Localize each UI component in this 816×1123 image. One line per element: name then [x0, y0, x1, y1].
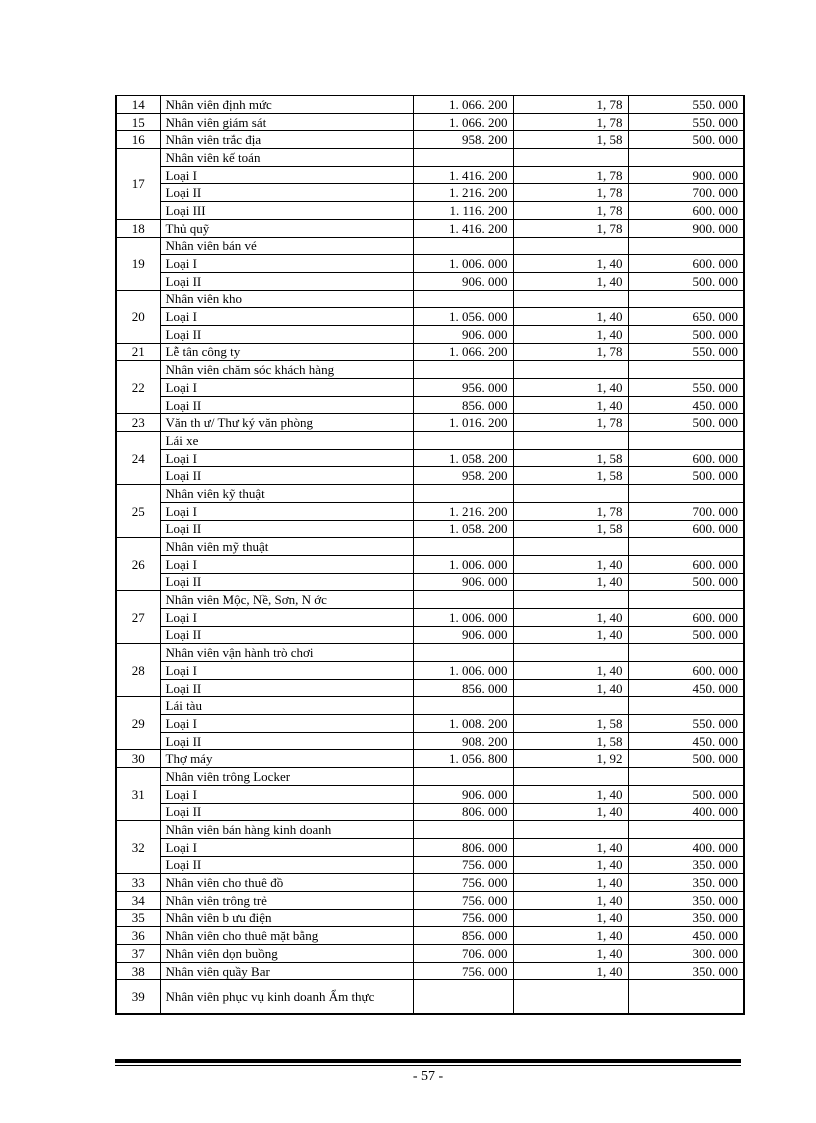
position-name-cell: Nhân viên vận hành trò chơi: [160, 644, 413, 662]
position-name-cell: Lái tàu: [160, 697, 413, 715]
coefficient-cell: 1, 78: [513, 502, 628, 520]
table-row: [116, 927, 744, 945]
table-row: [116, 980, 744, 1015]
table-row: [116, 945, 744, 963]
base-salary-cell: 1. 058. 200: [413, 449, 513, 467]
position-name-cell: Nhân viên bán vé: [160, 237, 413, 255]
table-row: [116, 768, 744, 786]
table-row: [116, 131, 744, 149]
coefficient-cell: 1, 40: [513, 272, 628, 290]
table-row: [116, 449, 744, 467]
row-number-cell: 39: [116, 980, 160, 1015]
allowance-cell: 500. 000: [628, 750, 744, 768]
row-number-cell: 18: [116, 219, 160, 237]
allowance-cell: 350. 000: [628, 856, 744, 874]
coefficient-cell: [513, 361, 628, 379]
base-salary-cell: 756. 000: [413, 962, 513, 980]
coefficient-cell: [513, 768, 628, 786]
coefficient-cell: 1, 40: [513, 927, 628, 945]
position-name-cell: Nhân viên định mức: [160, 96, 413, 114]
base-salary-cell: [413, 591, 513, 609]
position-name-cell: Loại I: [160, 166, 413, 184]
table-row: [116, 555, 744, 573]
coefficient-cell: [513, 149, 628, 167]
coefficient-cell: [513, 237, 628, 255]
position-name-cell: Nhân viên trông Locker: [160, 768, 413, 786]
row-number-cell: 16: [116, 131, 160, 149]
base-salary-cell: [413, 485, 513, 503]
allowance-cell: [628, 644, 744, 662]
coefficient-cell: 1, 58: [513, 449, 628, 467]
table-row: [116, 803, 744, 821]
table-row: [116, 608, 744, 626]
coefficient-cell: 1, 40: [513, 608, 628, 626]
base-salary-cell: 1. 066. 200: [413, 343, 513, 361]
allowance-cell: [628, 485, 744, 503]
position-name-cell: Loại I: [160, 662, 413, 680]
base-salary-cell: 1. 056. 000: [413, 308, 513, 326]
allowance-cell: 500. 000: [628, 325, 744, 343]
base-salary-cell: 1. 066. 200: [413, 113, 513, 131]
allowance-cell: 550. 000: [628, 343, 744, 361]
base-salary-cell: [413, 149, 513, 167]
table-row: [116, 591, 744, 609]
table-row: [116, 432, 744, 450]
base-salary-cell: 1. 416. 200: [413, 166, 513, 184]
allowance-cell: 500. 000: [628, 467, 744, 485]
coefficient-cell: 1, 40: [513, 838, 628, 856]
position-name-cell: Nhân viên cho thuê đồ: [160, 874, 413, 892]
coefficient-cell: 1, 58: [513, 520, 628, 538]
table-row: [116, 909, 744, 927]
base-salary-cell: 906. 000: [413, 573, 513, 591]
allowance-cell: [628, 821, 744, 839]
table-row: [116, 361, 744, 379]
table-row: [116, 502, 744, 520]
allowance-cell: [628, 980, 744, 1015]
position-name-cell: Loại II: [160, 184, 413, 202]
coefficient-cell: 1, 40: [513, 308, 628, 326]
table-row: [116, 679, 744, 697]
base-salary-cell: 906. 000: [413, 272, 513, 290]
allowance-cell: 500. 000: [628, 414, 744, 432]
table-row: [116, 219, 744, 237]
row-number-cell: 29: [116, 697, 160, 750]
base-salary-cell: 906. 000: [413, 325, 513, 343]
row-number-cell: 14: [116, 96, 160, 114]
base-salary-cell: [413, 768, 513, 786]
base-salary-cell: 1. 116. 200: [413, 202, 513, 220]
page-number: - 57 -: [412, 1069, 444, 1084]
coefficient-cell: 1, 78: [513, 219, 628, 237]
table-row: [116, 626, 744, 644]
allowance-cell: 450. 000: [628, 927, 744, 945]
allowance-cell: 500. 000: [628, 626, 744, 644]
position-name-cell: Loại II: [160, 272, 413, 290]
table-row: [116, 715, 744, 733]
table-row: [116, 538, 744, 556]
coefficient-cell: 1, 78: [513, 202, 628, 220]
allowance-cell: 900. 000: [628, 166, 744, 184]
position-name-cell: Loại I: [160, 608, 413, 626]
row-number-cell: 33: [116, 874, 160, 892]
allowance-cell: [628, 149, 744, 167]
coefficient-cell: 1, 78: [513, 113, 628, 131]
base-salary-cell: 856. 000: [413, 679, 513, 697]
base-salary-cell: 1. 066. 200: [413, 96, 513, 114]
table-row: [116, 184, 744, 202]
row-number-cell: 20: [116, 290, 160, 343]
allowance-cell: 500. 000: [628, 785, 744, 803]
table-row: [116, 343, 744, 361]
row-number-cell: 28: [116, 644, 160, 697]
coefficient-cell: 1, 40: [513, 662, 628, 680]
table-row: [116, 113, 744, 131]
position-name-cell: Nhân viên trắc địa: [160, 131, 413, 149]
allowance-cell: 650. 000: [628, 308, 744, 326]
position-name-cell: Nhân viên chăm sóc khách hàng: [160, 361, 413, 379]
coefficient-cell: 1, 78: [513, 414, 628, 432]
base-salary-cell: 756. 000: [413, 909, 513, 927]
coefficient-cell: 1, 40: [513, 785, 628, 803]
table-row: [116, 414, 744, 432]
allowance-cell: 600. 000: [628, 662, 744, 680]
position-name-cell: Loại II: [160, 573, 413, 591]
coefficient-cell: 1, 78: [513, 166, 628, 184]
coefficient-cell: 1, 40: [513, 909, 628, 927]
allowance-cell: 700. 000: [628, 502, 744, 520]
position-name-cell: Loại I: [160, 308, 413, 326]
row-number-cell: 36: [116, 927, 160, 945]
allowance-cell: [628, 768, 744, 786]
base-salary-cell: 956. 000: [413, 379, 513, 397]
salary-table: [115, 95, 745, 1015]
table-row: [116, 662, 744, 680]
position-name-cell: Nhân viên quầy Bar: [160, 962, 413, 980]
allowance-cell: 550. 000: [628, 96, 744, 114]
position-name-cell: Lái xe: [160, 432, 413, 450]
position-name-cell: Nhân viên bán hàng kinh doanh: [160, 821, 413, 839]
base-salary-cell: 906. 000: [413, 626, 513, 644]
row-number-cell: 19: [116, 237, 160, 290]
table-row: [116, 290, 744, 308]
table-row: [116, 467, 744, 485]
allowance-cell: 600. 000: [628, 555, 744, 573]
coefficient-cell: [513, 697, 628, 715]
table-row: [116, 96, 744, 114]
coefficient-cell: 1, 40: [513, 396, 628, 414]
position-name-cell: Loại II: [160, 732, 413, 750]
base-salary-cell: 1. 006. 000: [413, 662, 513, 680]
row-number-cell: 17: [116, 149, 160, 220]
allowance-cell: [628, 361, 744, 379]
base-salary-cell: 806. 000: [413, 838, 513, 856]
allowance-cell: 600. 000: [628, 608, 744, 626]
footer-rule-thin: [115, 1065, 741, 1066]
allowance-cell: [628, 697, 744, 715]
position-name-cell: Loại I: [160, 555, 413, 573]
coefficient-cell: [513, 591, 628, 609]
base-salary-cell: 1. 058. 200: [413, 520, 513, 538]
row-number-cell: 25: [116, 485, 160, 538]
coefficient-cell: 1, 40: [513, 573, 628, 591]
row-number-cell: 30: [116, 750, 160, 768]
base-salary-cell: 1. 056. 800: [413, 750, 513, 768]
position-name-cell: Loại I: [160, 379, 413, 397]
coefficient-cell: 1, 40: [513, 945, 628, 963]
table-row: [116, 237, 744, 255]
position-name-cell: Văn th ư/ Thư ký văn phòng: [160, 414, 413, 432]
position-name-cell: Loại I: [160, 449, 413, 467]
position-name-cell: Nhân viên phục vụ kinh doanh Ẩm thực: [160, 980, 413, 1015]
position-name-cell: Loại II: [160, 467, 413, 485]
allowance-cell: 500. 000: [628, 573, 744, 591]
allowance-cell: 400. 000: [628, 838, 744, 856]
row-number-cell: 23: [116, 414, 160, 432]
position-name-cell: Loại I: [160, 255, 413, 273]
table-row: [116, 891, 744, 909]
row-number-cell: 31: [116, 768, 160, 821]
allowance-cell: 450. 000: [628, 679, 744, 697]
table-row: [116, 856, 744, 874]
position-name-cell: Loại II: [160, 325, 413, 343]
table-row: [116, 255, 744, 273]
row-number-cell: 34: [116, 891, 160, 909]
position-name-cell: Nhân viên mỹ thuật: [160, 538, 413, 556]
row-number-cell: 24: [116, 432, 160, 485]
base-salary-cell: 958. 200: [413, 467, 513, 485]
table-row: [116, 644, 744, 662]
coefficient-cell: 1, 40: [513, 379, 628, 397]
row-number-cell: 21: [116, 343, 160, 361]
base-salary-cell: 958. 200: [413, 131, 513, 149]
allowance-cell: 700. 000: [628, 184, 744, 202]
allowance-cell: 450. 000: [628, 732, 744, 750]
position-name-cell: Loại II: [160, 856, 413, 874]
position-name-cell: Loại I: [160, 502, 413, 520]
table-row: [116, 962, 744, 980]
base-salary-cell: 1. 416. 200: [413, 219, 513, 237]
coefficient-cell: 1, 40: [513, 891, 628, 909]
base-salary-cell: 1. 006. 000: [413, 608, 513, 626]
table-row: [116, 485, 744, 503]
coefficient-cell: [513, 821, 628, 839]
position-name-cell: Thủ quỹ: [160, 219, 413, 237]
base-salary-cell: 756. 000: [413, 856, 513, 874]
allowance-cell: [628, 237, 744, 255]
row-number-cell: 38: [116, 962, 160, 980]
position-name-cell: Nhân viên b ưu điện: [160, 909, 413, 927]
allowance-cell: 600. 000: [628, 449, 744, 467]
coefficient-cell: 1, 40: [513, 555, 628, 573]
table-row: [116, 838, 744, 856]
row-number-cell: 37: [116, 945, 160, 963]
allowance-cell: 350. 000: [628, 962, 744, 980]
coefficient-cell: 1, 40: [513, 626, 628, 644]
position-name-cell: Loại III: [160, 202, 413, 220]
table-row: [116, 396, 744, 414]
position-name-cell: Lễ tân công ty: [160, 343, 413, 361]
allowance-cell: [628, 591, 744, 609]
table-row: [116, 520, 744, 538]
table-row: [116, 697, 744, 715]
base-salary-cell: 756. 000: [413, 874, 513, 892]
position-name-cell: Loại II: [160, 520, 413, 538]
allowance-cell: 550. 000: [628, 715, 744, 733]
coefficient-cell: [513, 644, 628, 662]
allowance-cell: 600. 000: [628, 202, 744, 220]
position-name-cell: Nhân viên kỹ thuật: [160, 485, 413, 503]
coefficient-cell: 1, 78: [513, 184, 628, 202]
base-salary-cell: [413, 432, 513, 450]
position-name-cell: Loại II: [160, 803, 413, 821]
allowance-cell: [628, 432, 744, 450]
row-number-cell: 32: [116, 821, 160, 874]
allowance-cell: 500. 000: [628, 272, 744, 290]
position-name-cell: Nhân viên kế toán: [160, 149, 413, 167]
position-name-cell: Loại I: [160, 838, 413, 856]
row-number-cell: 15: [116, 113, 160, 131]
base-salary-cell: [413, 237, 513, 255]
allowance-cell: 350. 000: [628, 874, 744, 892]
base-salary-cell: [413, 697, 513, 715]
base-salary-cell: [413, 290, 513, 308]
position-name-cell: Thợ máy: [160, 750, 413, 768]
base-salary-cell: [413, 361, 513, 379]
coefficient-cell: [513, 485, 628, 503]
allowance-cell: [628, 538, 744, 556]
salary-table-body: [116, 96, 744, 1015]
coefficient-cell: 1, 58: [513, 732, 628, 750]
position-name-cell: Nhân viên giám sát: [160, 113, 413, 131]
row-number-cell: 22: [116, 361, 160, 414]
base-salary-cell: 1. 006. 000: [413, 255, 513, 273]
base-salary-cell: [413, 821, 513, 839]
row-number-cell: 27: [116, 591, 160, 644]
coefficient-cell: [513, 432, 628, 450]
position-name-cell: Loại II: [160, 626, 413, 644]
table-row: [116, 573, 744, 591]
base-salary-cell: 1. 216. 200: [413, 502, 513, 520]
table-row: [116, 166, 744, 184]
coefficient-cell: [513, 290, 628, 308]
coefficient-cell: [513, 538, 628, 556]
coefficient-cell: 1, 58: [513, 467, 628, 485]
coefficient-cell: 1, 40: [513, 803, 628, 821]
base-salary-cell: 706. 000: [413, 945, 513, 963]
footer-rule-thick: [115, 1059, 741, 1063]
allowance-cell: 500. 000: [628, 131, 744, 149]
position-name-cell: Nhân viên cho thuê mặt bằng: [160, 927, 413, 945]
coefficient-cell: 1, 92: [513, 750, 628, 768]
allowance-cell: [628, 290, 744, 308]
coefficient-cell: 1, 40: [513, 874, 628, 892]
base-salary-cell: 856. 000: [413, 396, 513, 414]
table-row: [116, 379, 744, 397]
position-name-cell: Nhân viên Mộc, Nề, Sơn, N ớc: [160, 591, 413, 609]
base-salary-cell: [413, 538, 513, 556]
base-salary-cell: [413, 980, 513, 1015]
base-salary-cell: 908. 200: [413, 732, 513, 750]
table-row: [116, 732, 744, 750]
base-salary-cell: 756. 000: [413, 891, 513, 909]
base-salary-cell: 906. 000: [413, 785, 513, 803]
coefficient-cell: [513, 980, 628, 1015]
base-salary-cell: 1. 008. 200: [413, 715, 513, 733]
base-salary-cell: [413, 644, 513, 662]
table-row: [116, 308, 744, 326]
coefficient-cell: 1, 40: [513, 856, 628, 874]
table-row: [116, 325, 744, 343]
allowance-cell: 350. 000: [628, 891, 744, 909]
allowance-cell: 350. 000: [628, 909, 744, 927]
coefficient-cell: 1, 58: [513, 131, 628, 149]
table-row: [116, 821, 744, 839]
position-name-cell: Nhân viên dọn buồng: [160, 945, 413, 963]
position-name-cell: Nhân viên trông trẻ: [160, 891, 413, 909]
allowance-cell: 550. 000: [628, 113, 744, 131]
position-name-cell: Loại II: [160, 679, 413, 697]
allowance-cell: 400. 000: [628, 803, 744, 821]
base-salary-cell: 1. 216. 200: [413, 184, 513, 202]
position-name-cell: Nhân viên kho: [160, 290, 413, 308]
allowance-cell: 550. 000: [628, 379, 744, 397]
position-name-cell: Loại I: [160, 715, 413, 733]
allowance-cell: 600. 000: [628, 255, 744, 273]
coefficient-cell: 1, 78: [513, 96, 628, 114]
table-row: [116, 874, 744, 892]
allowance-cell: 900. 000: [628, 219, 744, 237]
table-row: [116, 149, 744, 167]
coefficient-cell: 1, 58: [513, 715, 628, 733]
base-salary-cell: 1. 016. 200: [413, 414, 513, 432]
allowance-cell: 300. 000: [628, 945, 744, 963]
base-salary-cell: 856. 000: [413, 927, 513, 945]
table-row: [116, 785, 744, 803]
coefficient-cell: 1, 40: [513, 962, 628, 980]
coefficient-cell: 1, 78: [513, 343, 628, 361]
row-number-cell: 26: [116, 538, 160, 591]
coefficient-cell: 1, 40: [513, 679, 628, 697]
base-salary-cell: 806. 000: [413, 803, 513, 821]
coefficient-cell: 1, 40: [513, 255, 628, 273]
position-name-cell: Loại II: [160, 396, 413, 414]
allowance-cell: 450. 000: [628, 396, 744, 414]
base-salary-cell: 1. 006. 000: [413, 555, 513, 573]
table-row: [116, 272, 744, 290]
position-name-cell: Loại I: [160, 785, 413, 803]
coefficient-cell: 1, 40: [513, 325, 628, 343]
allowance-cell: 600. 000: [628, 520, 744, 538]
table-row: [116, 750, 744, 768]
table-row: [116, 202, 744, 220]
row-number-cell: 35: [116, 909, 160, 927]
